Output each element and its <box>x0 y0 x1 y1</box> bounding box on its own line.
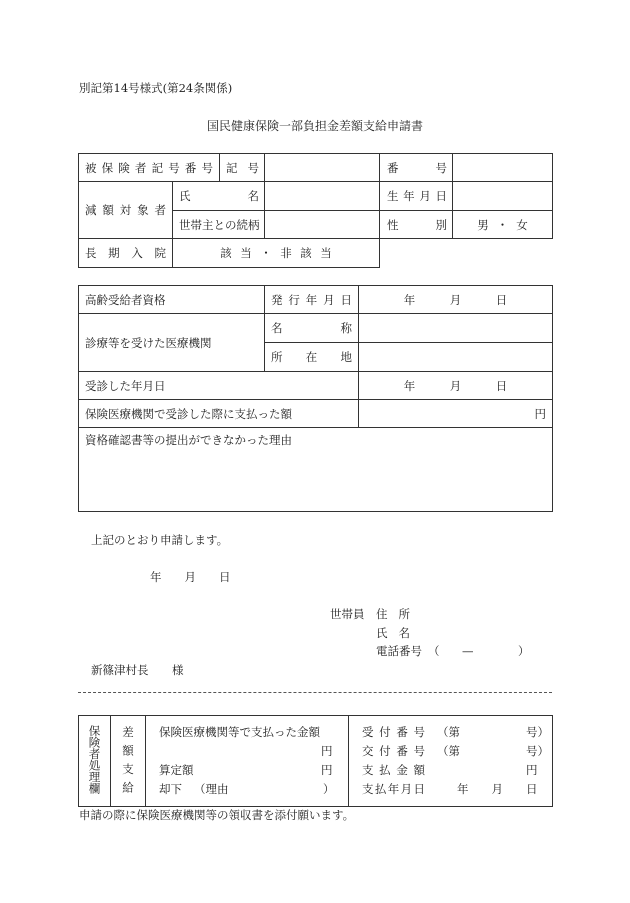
issue-number-prefix: （第 <box>437 744 460 758</box>
payment-date-line <box>355 780 546 799</box>
issue-date-value-cell <box>359 286 553 314</box>
reason-cell <box>79 428 553 512</box>
declaration-statement: 上記のとおり申請します。 <box>91 533 229 547</box>
birth-date-value-cell <box>453 182 553 211</box>
institution-label: 診療等を受けた医療機関 <box>85 335 212 350</box>
name-label-cell <box>173 182 265 211</box>
elderly-eligibility-label: 高齢受給者資格 <box>85 292 166 307</box>
symbol-label: 記号 <box>226 160 259 175</box>
institution-label-cell <box>79 314 265 372</box>
long-term-admission-options-cell <box>173 239 380 268</box>
form-number: 別記第14号様式(第24条関係) <box>79 81 233 95</box>
name-value-cell <box>265 182 380 211</box>
symbol-label-cell <box>220 154 265 182</box>
sex-label: 性別 <box>387 217 447 232</box>
visit-date-row <box>79 372 553 400</box>
insured-number-row <box>79 154 553 182</box>
long-term-admission-label-cell <box>79 239 173 268</box>
insurer-processing-row <box>79 716 553 807</box>
relationship-value-cell <box>265 211 380 239</box>
medical-details-table <box>78 285 553 512</box>
calculated-amount-unit: 円 <box>321 763 333 777</box>
birth-date-label: 生年月日 <box>387 189 447 203</box>
relationship-label: 世帯主との続柄 <box>179 217 260 232</box>
payment-amount-label: 支払金額 <box>362 763 425 777</box>
institution-name-label-cell <box>265 314 359 343</box>
institution-address-label: 所在地 <box>271 350 352 364</box>
paid-amount-label: 保険医療機関で受診した際に支払った額 <box>85 406 292 421</box>
applicant-name-label: 氏名 <box>376 626 410 640</box>
elderly-eligibility-row <box>79 286 553 314</box>
receipt-number-label: 受付番号 <box>362 725 425 739</box>
payment-date-label: 支払年月日 <box>362 782 425 796</box>
visit-date-value-cell <box>359 372 553 400</box>
paid-amount-label-cell <box>79 400 359 428</box>
applicant-address-row <box>376 607 410 621</box>
paid-amount-row <box>79 400 553 428</box>
long-term-admission-label: 長期入院 <box>85 246 166 260</box>
difference-payment-label: 差額支給 <box>121 726 135 800</box>
calculation-cell <box>146 716 349 807</box>
payment-amount-line <box>355 761 546 780</box>
target-person-label-cell <box>79 182 173 239</box>
receipt-number-prefix: （第 <box>437 725 460 739</box>
payment-info-cell <box>349 716 553 807</box>
issue-number-label: 交付番号 <box>362 744 425 758</box>
paid-amount-unit-line <box>152 742 342 761</box>
insured-number-label-cell <box>79 154 220 182</box>
target-person-name-row <box>79 182 553 211</box>
rejection-line <box>152 780 342 799</box>
number-value-cell <box>453 154 553 182</box>
rejection-label: 却下 <box>159 782 182 796</box>
cut-line-divider <box>78 692 552 693</box>
rejection-reason-open: （理由 <box>194 782 229 796</box>
paid-amount-line <box>152 723 342 742</box>
payment-date-placeholder: 年 月 日 <box>457 782 538 796</box>
phone-close-paren: ） <box>518 644 530 658</box>
long-term-admission-options: 該当・非該当 <box>220 246 341 260</box>
declaration-date-placeholder: 年 月 日 <box>150 570 231 584</box>
institution-name-value-cell <box>359 314 553 343</box>
receipt-number-suffix: 号） <box>526 725 549 739</box>
paid-amount-unit: 円 <box>534 406 546 421</box>
name-label: 氏名 <box>179 189 259 203</box>
issue-date-label: 発行年月日 <box>271 292 352 307</box>
addressee-honorific: 様 <box>172 663 184 677</box>
sex-options: 男・女 <box>477 217 536 232</box>
visit-date-label-cell <box>79 372 359 400</box>
household-member-label: 世帯員 <box>330 607 365 621</box>
insured-person-table <box>78 153 553 268</box>
institution-address-value-cell <box>359 343 553 372</box>
payment-amount-unit: 円 <box>526 763 538 777</box>
insurer-paid-amount-unit: 円 <box>321 744 333 758</box>
institution-address-label-cell <box>265 343 359 372</box>
applicant-name-row <box>376 626 410 640</box>
number-label-cell <box>380 154 453 182</box>
issue-number-line <box>355 742 549 761</box>
reason-row <box>79 428 553 512</box>
receipt-number-line <box>355 723 549 742</box>
issue-date-label-cell <box>265 286 359 314</box>
visit-date-placeholder: 年 月 日 <box>403 378 508 393</box>
applicant-address-label: 住所 <box>376 607 410 621</box>
addressee: 新篠津村長 <box>91 663 149 677</box>
calculated-amount-line <box>152 761 342 780</box>
issue-number-suffix: 号） <box>526 744 549 758</box>
issue-date-placeholder: 年 月 日 <box>403 292 508 307</box>
target-person-label: 減額対象者 <box>85 203 166 217</box>
reason-label: 資格確認書等の提出ができなかった理由 <box>85 433 292 447</box>
empty-area <box>380 239 553 268</box>
phone-label: 電話番号 <box>376 644 422 658</box>
institution-name-row <box>79 314 553 343</box>
institution-name-label: 名称 <box>271 321 352 335</box>
insurer-processing-table <box>78 715 553 807</box>
sex-options-cell <box>453 211 553 239</box>
footer-note: 申請の際に保険医療機関等の領収書を添付願います。 <box>79 808 355 822</box>
paid-amount-value-cell <box>359 400 553 428</box>
long-term-admission-row <box>79 239 553 268</box>
rejection-reason-close: ） <box>323 782 335 796</box>
sex-label-cell <box>380 211 453 239</box>
insurer-section-label-cell <box>79 716 111 807</box>
symbol-value-cell <box>265 154 380 182</box>
relationship-label-cell <box>173 211 265 239</box>
number-label: 番号 <box>387 160 447 175</box>
difference-payment-label-cell <box>111 716 146 807</box>
birth-date-label-cell <box>380 182 453 211</box>
calculated-amount-label: 算定額 <box>159 763 194 777</box>
elderly-eligibility-label-cell <box>79 286 265 314</box>
phone-open-paren: （ <box>428 644 440 658</box>
insurer-paid-amount-label: 保険医療機関等で支払った金額 <box>159 725 320 739</box>
insurer-section-label: 保険者処理欄 <box>87 725 102 794</box>
form-title: 国民健康保険一部負担金差額支給申請書 <box>206 119 423 133</box>
insured-number-label: 被保険者記号番号 <box>85 160 213 175</box>
visit-date-label: 受診した年月日 <box>85 378 166 393</box>
phone-separator: — <box>462 644 474 658</box>
